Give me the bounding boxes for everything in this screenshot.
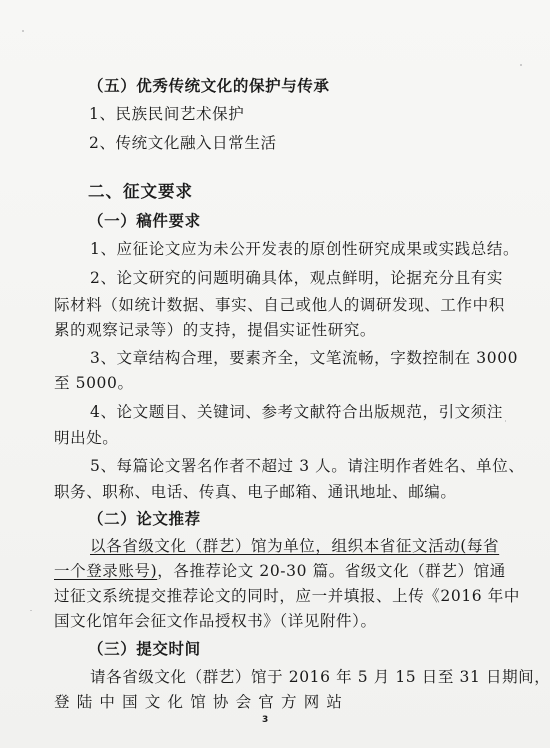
requirement-5-line-1: 5、每篇论文署名作者不超过 3 人。请注明作者姓名、单位、 [90,457,525,475]
section-5-title: （五）优秀传统文化的保护与传承 [88,76,330,95]
requirement-2-line-1: 2、论文研究的问题明确具体，观点鲜明，论据充分且有实 [90,269,503,287]
recommendation-account-note: 一个登录账号) [54,562,158,580]
recommendation-line-4: 国文化馆年会征文作品授权书》（详见附件）。 [54,612,377,630]
subsection-3-title: （三）提交时间 [88,639,201,658]
subsection-1-title: （一）稿件要求 [88,211,201,230]
recommendation-count: ，各推荐论文 20-30 篇。省级文化（群艺）馆通 [157,562,506,580]
scan-speck [520,64,522,66]
section-5-item-2: 2、传统文化融入日常生活 [89,134,277,152]
submission-time-line-2: 登陆中国文化馆协会官方网站 [54,693,350,711]
recommendation-line-2 [54,561,506,581]
submission-time-line-1: 请各省级文化（群艺）馆于 2016 年 5 月 15 日至 31 日期间， [90,668,550,686]
requirement-5-line-2: 职务、职称、电话、传真、电子邮箱、通讯地址、邮编。 [54,483,457,501]
section-5-item-1: 1、民族民间艺术保护 [89,105,245,123]
recommendation-line-1: 以各省级文化（群艺）馆为单位，组织本省征文活动(每省 [90,537,500,555]
subsection-2-title: （二）论文推荐 [88,509,201,528]
requirement-2-line-3: 累的观察记录等）的支持，提倡实证性研究。 [54,321,377,339]
page-number: 3 [262,715,269,725]
scan-speck [22,30,24,32]
requirement-1: 1、应征论文应为未公开发表的原创性研究成果或实践总结。 [90,240,520,258]
scan-speck [505,420,506,422]
recommendation-line-3: 过征文系统提交推荐论文的同时，应一并填报、上传《2016 年中 [54,587,520,605]
requirement-4-line-2: 明出处。 [54,429,119,447]
requirement-4-line-1: 4、论文题目、关键词、参考文献符合出版规范，引文须注 [90,403,503,421]
requirement-2-line-2: 际材料（如统计数据、事实、自己或他人的调研发现、工作中积 [54,296,505,314]
scan-speck [30,610,32,611]
section-2-heading: 二、征文要求 [88,182,193,201]
requirement-3-line-1: 3、文章结构合理，要素齐全，文笔流畅，字数控制在 3000 [90,349,519,367]
requirement-3-line-2: 至 5000。 [54,374,134,392]
